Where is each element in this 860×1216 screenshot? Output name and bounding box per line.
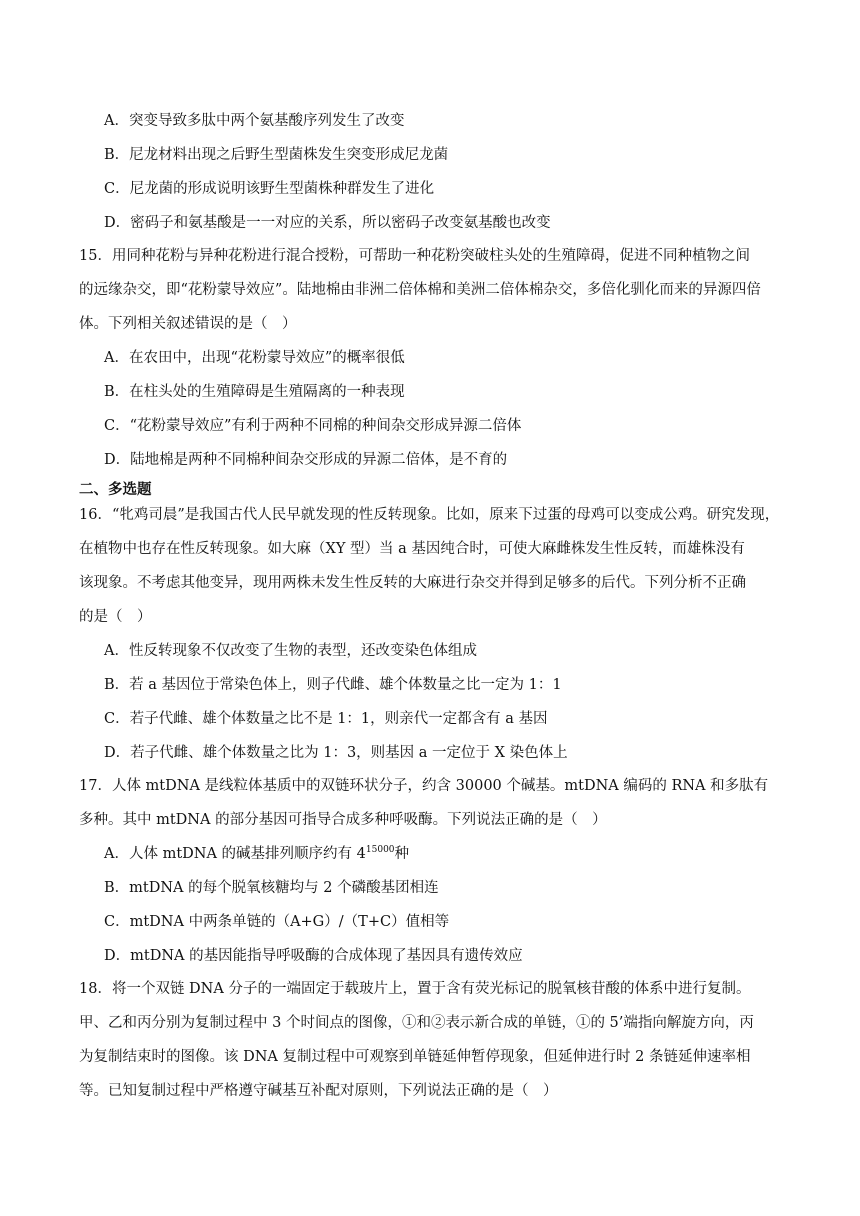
q17-option-d: D．mtDNA 的基因能指导呼吸酶的合成体现了基因具有遗传效应 (104, 948, 523, 964)
q17-option-a-suffix: 种 (394, 846, 410, 862)
q17-stem-line-2: 多种。其中 mtDNA 的部分基因可指导合成多种呼吸酶。下列说法正确的是（ ） (79, 812, 607, 828)
q15-stem-line-3: 体。下列相关叙述错误的是（ ） (79, 316, 297, 332)
q15-option-d: D．陆地棉是两种不同棉种间杂交形成的异源二倍体，是不育的 (104, 452, 508, 468)
q16-stem-line-1: 16．“牝鸡司晨”是我国古代人民早就发现的性反转现象。比如，原来下过蛋的母鸡可以变成公鸡。研究发现， (79, 507, 780, 523)
q14-option-d: D．密码子和氨基酸是一一对应的关系，所以密码子改变氨基酸也改变 (104, 215, 551, 231)
q17-stem-line-1: 17．人体 mtDNA 是线粒体基质中的双链环状分子，约含 30000 个碱基。mtDNA 编码的 RNA 和多肽有 (79, 778, 769, 794)
q17-option-a-text: A．人体 mtDNA 的碱基排列顺序约有 4 (104, 846, 366, 862)
q14-option-b: B．尼龙材料出现之后野生型菌株发生突变形成尼龙菌 (104, 147, 449, 163)
q18-stem-line-1: 18．将一个双链 DNA 分子的一端固定于载玻片上，置于含有荧光标记的脱氧核苷酸的体系中进行复制。 (79, 981, 751, 997)
q15-option-a: A．在农田中，出现“花粉蒙导效应”的概率很低 (104, 350, 405, 366)
q16-stem-line-2: 在植物中也存在性反转现象。如大麻（XY 型）当 a 基因纯合时，可使大麻雌株发生性反转，而雄株没有 (79, 541, 745, 557)
q16-option-a: A．性反转现象不仅改变了生物的表型，还改变染色体组成 (104, 643, 477, 659)
q17-option-b: B．mtDNA 的每个脱氧核糖均与 2 个磷酸基团相连 (104, 880, 439, 896)
section-heading-multi-choice: 二、多选题 (79, 482, 152, 498)
q15-stem-line-2: 的远缘杂交，即“花粉蒙导效应”。陆地棉由非洲二倍体棉和美洲二倍体棉杂交，多倍化驯化而来的异源四倍 (79, 282, 761, 298)
q16-stem-line-3: 该现象。不考虑其他变异，现用两株未发生性反转的大麻进行杂交并得到足够多的后代。下列分析不正确 (79, 575, 746, 591)
q16-option-d: D．若子代雌、雄个体数量之比为 1：3，则基因 a 一定位于 X 染色体上 (104, 745, 568, 761)
q17-option-a-exponent: 15000 (365, 845, 395, 855)
q15-option-b: B．在柱头处的生殖障碍是生殖隔离的一种表现 (104, 384, 405, 400)
q14-option-c: C．尼龙菌的形成说明该野生型菌株种群发生了进化 (104, 181, 435, 197)
q17-option-c: C．mtDNA 中两条单链的（A+G）/（T+C）值相等 (104, 914, 450, 930)
q16-stem-line-4: 的是（ ） (79, 609, 152, 625)
q17-option-a (104, 844, 409, 864)
q14-option-a: A．突变导致多肽中两个氨基酸序列发生了改变 (104, 113, 405, 129)
q15-option-c: C．“花粉蒙导效应”有利于两种不同棉的种间杂交形成异源二倍体 (104, 418, 522, 434)
q16-option-b: B．若 a 基因位于常染色体上，则子代雌、雄个体数量之比一定为 1：1 (104, 677, 562, 693)
q15-stem-line-1: 15．用同种花粉与异种花粉进行混合授粉，可帮助一种花粉突破柱头处的生殖障碍，促进不同种植物之间 (79, 248, 750, 264)
q18-stem-line-4: 等。已知复制过程中严格遵守碱基互补配对原则，下列说法正确的是（ ） (79, 1083, 558, 1099)
q18-stem-line-3: 为复制结束时的图像。该 DNA 复制过程中可观察到单链延伸暂停现象，但延伸进行时 2 条链延伸速率相 (79, 1049, 751, 1065)
q16-option-c: C．若子代雌、雄个体数量之比不是 1：1，则亲代一定都含有 a 基因 (104, 711, 548, 727)
q18-stem-line-2: 甲、乙和丙分别为复制过程中 3 个时间点的图像，①和②表示新合成的单链，①的 5’端指向解旋方向，丙 (79, 1015, 754, 1031)
